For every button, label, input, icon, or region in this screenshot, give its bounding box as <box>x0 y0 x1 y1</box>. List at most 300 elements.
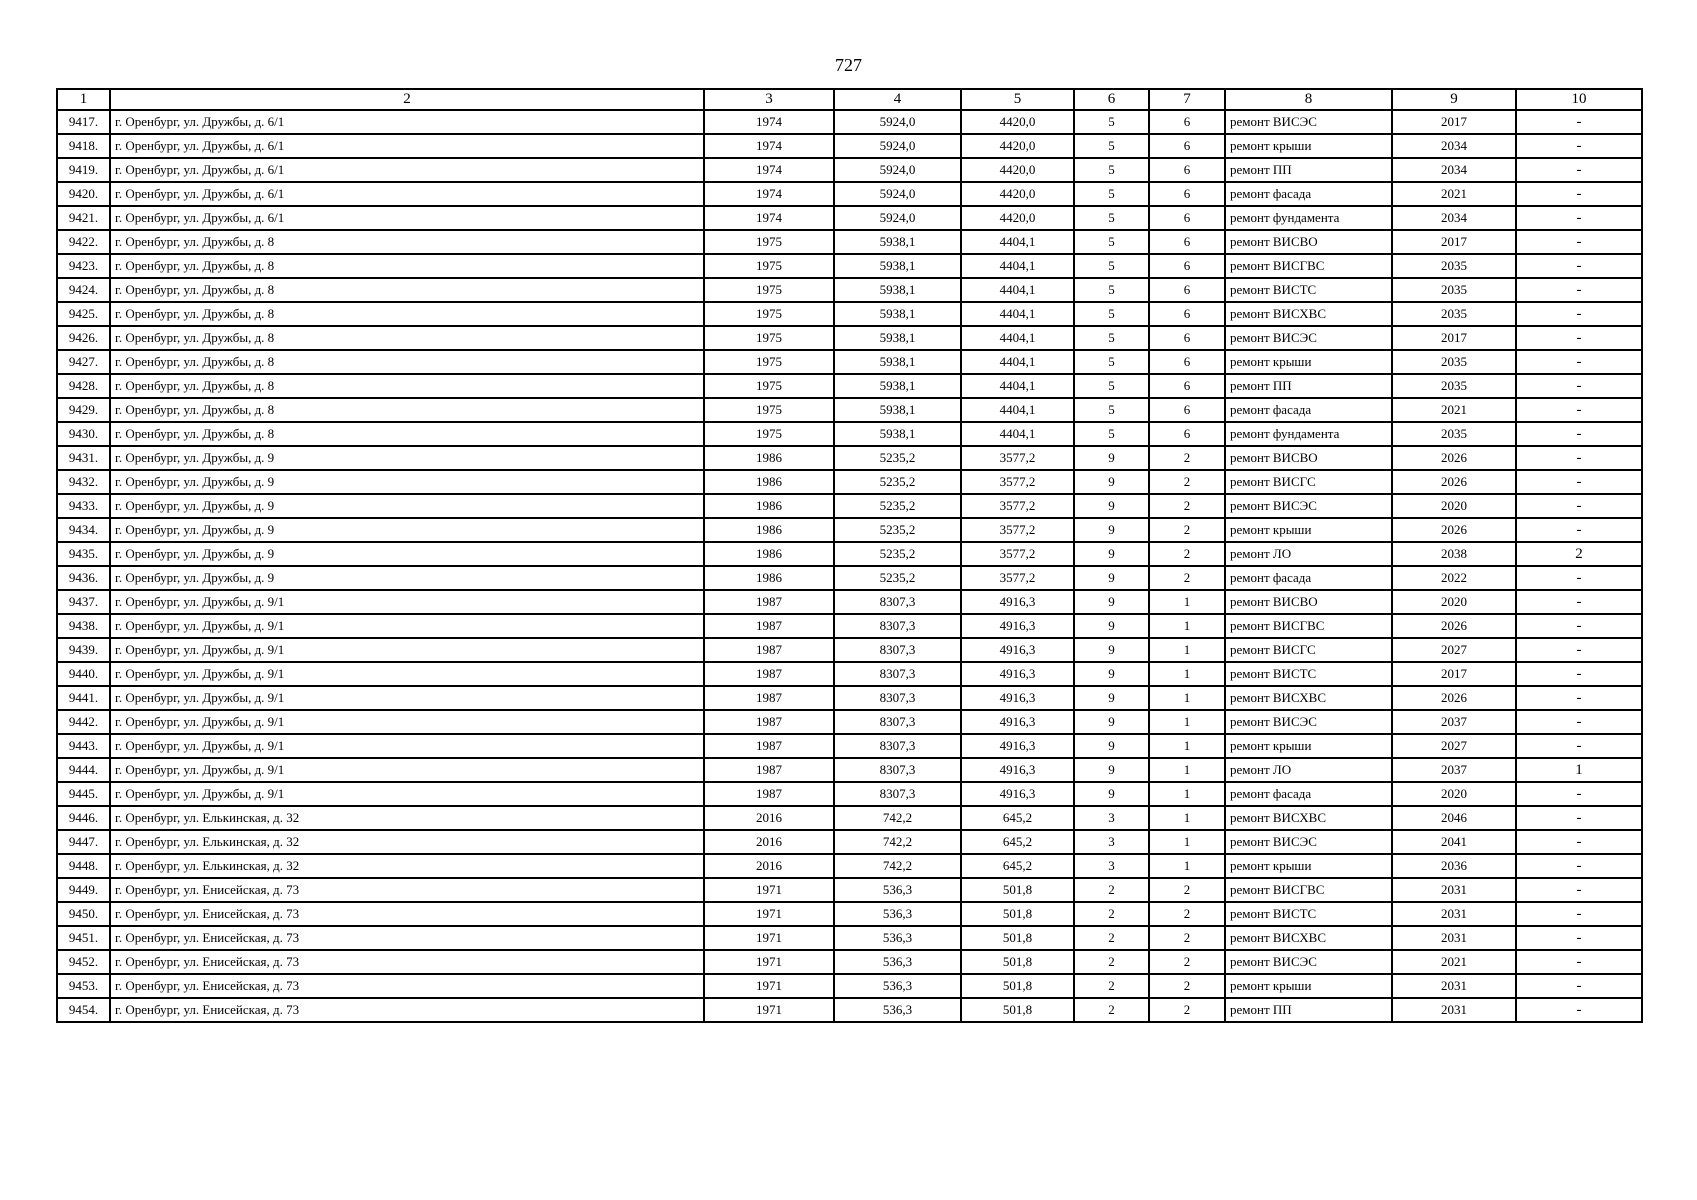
total-area-cell: 8307,3 <box>834 710 961 734</box>
count-cell: - <box>1516 998 1642 1022</box>
count-cell: - <box>1516 110 1642 134</box>
total-area-cell: 5938,1 <box>834 254 961 278</box>
work-type-cell: ремонт крыши <box>1225 854 1392 878</box>
work-type-cell: ремонт крыши <box>1225 974 1392 998</box>
address-cell: г. Оренбург, ул. Енисейская, д. 73 <box>110 998 704 1022</box>
year-cell: 1975 <box>704 278 834 302</box>
work-type-cell: ремонт ВИСВО <box>1225 446 1392 470</box>
table-row <box>57 446 1642 470</box>
work-type-cell: ремонт ВИСХВС <box>1225 302 1392 326</box>
entrances-cell: 2 <box>1149 566 1225 590</box>
total-area-cell: 5938,1 <box>834 398 961 422</box>
table-row <box>57 974 1642 998</box>
table-row <box>57 206 1642 230</box>
living-area-cell: 501,8 <box>961 998 1074 1022</box>
total-area-cell: 5938,1 <box>834 278 961 302</box>
living-area-cell: 4916,3 <box>961 782 1074 806</box>
planned-year-cell: 2026 <box>1392 686 1516 710</box>
year-cell: 1975 <box>704 350 834 374</box>
floors-cell: 5 <box>1074 158 1149 182</box>
total-area-cell: 742,2 <box>834 806 961 830</box>
floors-cell: 9 <box>1074 518 1149 542</box>
work-type-cell: ремонт ВИСХВС <box>1225 686 1392 710</box>
floors-cell: 9 <box>1074 638 1149 662</box>
entrances-cell: 6 <box>1149 326 1225 350</box>
count-cell: - <box>1516 830 1642 854</box>
total-area-cell: 8307,3 <box>834 782 961 806</box>
column-header: 9 <box>1392 89 1516 110</box>
entrances-cell: 2 <box>1149 518 1225 542</box>
planned-year-cell: 2035 <box>1392 278 1516 302</box>
work-type-cell: ремонт крыши <box>1225 350 1392 374</box>
planned-year-cell: 2031 <box>1392 974 1516 998</box>
address-cell: г. Оренбург, ул. Дружбы, д. 9/1 <box>110 614 704 638</box>
floors-cell: 9 <box>1074 662 1149 686</box>
year-cell: 1975 <box>704 302 834 326</box>
row-number-cell: 9420. <box>57 182 110 206</box>
table-row <box>57 326 1642 350</box>
planned-year-cell: 2035 <box>1392 374 1516 398</box>
floors-cell: 3 <box>1074 806 1149 830</box>
planned-year-cell: 2036 <box>1392 854 1516 878</box>
entrances-cell: 6 <box>1149 278 1225 302</box>
count-cell: - <box>1516 734 1642 758</box>
count-cell: - <box>1516 494 1642 518</box>
floors-cell: 5 <box>1074 422 1149 446</box>
living-area-cell: 3577,2 <box>961 494 1074 518</box>
table-row <box>57 302 1642 326</box>
address-cell: г. Оренбург, ул. Енисейская, д. 73 <box>110 974 704 998</box>
address-cell: г. Оренбург, ул. Дружбы, д. 8 <box>110 398 704 422</box>
year-cell: 2016 <box>704 806 834 830</box>
count-cell: - <box>1516 974 1642 998</box>
count-cell: - <box>1516 254 1642 278</box>
floors-cell: 5 <box>1074 278 1149 302</box>
floors-cell: 2 <box>1074 974 1149 998</box>
address-cell: г. Оренбург, ул. Дружбы, д. 9 <box>110 446 704 470</box>
entrances-cell: 1 <box>1149 830 1225 854</box>
living-area-cell: 4404,1 <box>961 326 1074 350</box>
floors-cell: 9 <box>1074 470 1149 494</box>
floors-cell: 9 <box>1074 590 1149 614</box>
living-area-cell: 4404,1 <box>961 278 1074 302</box>
planned-year-cell: 2027 <box>1392 734 1516 758</box>
year-cell: 1974 <box>704 134 834 158</box>
planned-year-cell: 2022 <box>1392 566 1516 590</box>
floors-cell: 5 <box>1074 230 1149 254</box>
planned-year-cell: 2020 <box>1392 590 1516 614</box>
work-type-cell: ремонт ПП <box>1225 158 1392 182</box>
column-header: 6 <box>1074 89 1149 110</box>
table-row <box>57 926 1642 950</box>
floors-cell: 5 <box>1074 374 1149 398</box>
address-cell: г. Оренбург, ул. Дружбы, д. 9 <box>110 542 704 566</box>
count-cell: - <box>1516 302 1642 326</box>
table-row <box>57 998 1642 1022</box>
total-area-cell: 8307,3 <box>834 662 961 686</box>
row-number-cell: 9425. <box>57 302 110 326</box>
column-header: 1 <box>57 89 110 110</box>
work-type-cell: ремонт ВИСГС <box>1225 638 1392 662</box>
entrances-cell: 1 <box>1149 734 1225 758</box>
row-number-cell: 9442. <box>57 710 110 734</box>
address-cell: г. Оренбург, ул. Елькинская, д. 32 <box>110 830 704 854</box>
total-area-cell: 5924,0 <box>834 110 961 134</box>
entrances-cell: 1 <box>1149 662 1225 686</box>
floors-cell: 2 <box>1074 878 1149 902</box>
planned-year-cell: 2037 <box>1392 758 1516 782</box>
planned-year-cell: 2027 <box>1392 638 1516 662</box>
year-cell: 1975 <box>704 254 834 278</box>
entrances-cell: 6 <box>1149 158 1225 182</box>
work-type-cell: ремонт фундамента <box>1225 206 1392 230</box>
table-row <box>57 398 1642 422</box>
entrances-cell: 2 <box>1149 974 1225 998</box>
table-row <box>57 686 1642 710</box>
living-area-cell: 4404,1 <box>961 302 1074 326</box>
entrances-cell: 2 <box>1149 878 1225 902</box>
floors-cell: 2 <box>1074 902 1149 926</box>
year-cell: 1975 <box>704 326 834 350</box>
row-number-cell: 9439. <box>57 638 110 662</box>
count-cell: - <box>1516 662 1642 686</box>
total-area-cell: 5235,2 <box>834 566 961 590</box>
address-cell: г. Оренбург, ул. Дружбы, д. 6/1 <box>110 110 704 134</box>
address-cell: г. Оренбург, ул. Дружбы, д. 9/1 <box>110 662 704 686</box>
total-area-cell: 5235,2 <box>834 494 961 518</box>
year-cell: 1974 <box>704 206 834 230</box>
total-area-cell: 5235,2 <box>834 446 961 470</box>
table-row <box>57 758 1642 782</box>
table-row <box>57 542 1642 566</box>
year-cell: 1974 <box>704 182 834 206</box>
table-row <box>57 230 1642 254</box>
entrances-cell: 1 <box>1149 854 1225 878</box>
data-table <box>56 88 1643 1023</box>
year-cell: 1986 <box>704 566 834 590</box>
planned-year-cell: 2020 <box>1392 494 1516 518</box>
living-area-cell: 501,8 <box>961 878 1074 902</box>
living-area-cell: 3577,2 <box>961 446 1074 470</box>
address-cell: г. Оренбург, ул. Дружбы, д. 6/1 <box>110 206 704 230</box>
total-area-cell: 5938,1 <box>834 326 961 350</box>
living-area-cell: 4916,3 <box>961 734 1074 758</box>
work-type-cell: ремонт ВИСВО <box>1225 590 1392 614</box>
address-cell: г. Оренбург, ул. Енисейская, д. 73 <box>110 902 704 926</box>
count-cell: - <box>1516 326 1642 350</box>
count-cell: - <box>1516 686 1642 710</box>
planned-year-cell: 2017 <box>1392 230 1516 254</box>
floors-cell: 9 <box>1074 710 1149 734</box>
count-cell: - <box>1516 806 1642 830</box>
total-area-cell: 742,2 <box>834 830 961 854</box>
year-cell: 1971 <box>704 974 834 998</box>
planned-year-cell: 2035 <box>1392 254 1516 278</box>
work-type-cell: ремонт фундамента <box>1225 422 1392 446</box>
work-type-cell: ремонт крыши <box>1225 518 1392 542</box>
entrances-cell: 1 <box>1149 782 1225 806</box>
entrances-cell: 6 <box>1149 422 1225 446</box>
row-number-cell: 9451. <box>57 926 110 950</box>
address-cell: г. Оренбург, ул. Дружбы, д. 9/1 <box>110 710 704 734</box>
entrances-cell: 1 <box>1149 638 1225 662</box>
total-area-cell: 536,3 <box>834 950 961 974</box>
total-area-cell: 5924,0 <box>834 134 961 158</box>
planned-year-cell: 2037 <box>1392 710 1516 734</box>
living-area-cell: 3577,2 <box>961 542 1074 566</box>
floors-cell: 9 <box>1074 758 1149 782</box>
year-cell: 1986 <box>704 470 834 494</box>
count-cell: - <box>1516 518 1642 542</box>
row-number-cell: 9454. <box>57 998 110 1022</box>
living-area-cell: 4916,3 <box>961 758 1074 782</box>
address-cell: г. Оренбург, ул. Дружбы, д. 9 <box>110 494 704 518</box>
count-cell: - <box>1516 278 1642 302</box>
entrances-cell: 2 <box>1149 470 1225 494</box>
living-area-cell: 4420,0 <box>961 206 1074 230</box>
row-number-cell: 9426. <box>57 326 110 350</box>
row-number-cell: 9453. <box>57 974 110 998</box>
floors-cell: 5 <box>1074 182 1149 206</box>
address-cell: г. Оренбург, ул. Дружбы, д. 8 <box>110 422 704 446</box>
living-area-cell: 3577,2 <box>961 518 1074 542</box>
planned-year-cell: 2017 <box>1392 110 1516 134</box>
row-number-cell: 9433. <box>57 494 110 518</box>
row-number-cell: 9421. <box>57 206 110 230</box>
address-cell: г. Оренбург, ул. Дружбы, д. 6/1 <box>110 158 704 182</box>
table-row <box>57 422 1642 446</box>
work-type-cell: ремонт ВИСЭС <box>1225 710 1392 734</box>
planned-year-cell: 2035 <box>1392 350 1516 374</box>
work-type-cell: ремонт крыши <box>1225 134 1392 158</box>
living-area-cell: 501,8 <box>961 926 1074 950</box>
floors-cell: 3 <box>1074 854 1149 878</box>
living-area-cell: 4916,3 <box>961 710 1074 734</box>
planned-year-cell: 2026 <box>1392 518 1516 542</box>
count-cell: - <box>1516 398 1642 422</box>
total-area-cell: 536,3 <box>834 974 961 998</box>
row-number-cell: 9417. <box>57 110 110 134</box>
floors-cell: 5 <box>1074 302 1149 326</box>
work-type-cell: ремонт ВИСГВС <box>1225 878 1392 902</box>
row-number-cell: 9449. <box>57 878 110 902</box>
row-number-cell: 9427. <box>57 350 110 374</box>
row-number-cell: 9432. <box>57 470 110 494</box>
year-cell: 1986 <box>704 542 834 566</box>
work-type-cell: ремонт ВИСЭС <box>1225 830 1392 854</box>
table-row <box>57 710 1642 734</box>
year-cell: 1987 <box>704 638 834 662</box>
living-area-cell: 4404,1 <box>961 254 1074 278</box>
entrances-cell: 6 <box>1149 374 1225 398</box>
floors-cell: 9 <box>1074 566 1149 590</box>
entrances-cell: 2 <box>1149 902 1225 926</box>
work-type-cell: ремонт ВИСЭС <box>1225 326 1392 350</box>
count-cell: - <box>1516 230 1642 254</box>
total-area-cell: 8307,3 <box>834 590 961 614</box>
table-row <box>57 518 1642 542</box>
year-cell: 1975 <box>704 422 834 446</box>
planned-year-cell: 2038 <box>1392 542 1516 566</box>
work-type-cell: ремонт фасада <box>1225 182 1392 206</box>
count-cell: - <box>1516 182 1642 206</box>
planned-year-cell: 2021 <box>1392 182 1516 206</box>
floors-cell: 3 <box>1074 830 1149 854</box>
count-cell: - <box>1516 134 1642 158</box>
count-cell: - <box>1516 158 1642 182</box>
total-area-cell: 5938,1 <box>834 302 961 326</box>
year-cell: 1971 <box>704 950 834 974</box>
entrances-cell: 1 <box>1149 710 1225 734</box>
entrances-cell: 1 <box>1149 590 1225 614</box>
floors-cell: 2 <box>1074 926 1149 950</box>
row-number-cell: 9446. <box>57 806 110 830</box>
address-cell: г. Оренбург, ул. Елькинская, д. 32 <box>110 854 704 878</box>
year-cell: 1975 <box>704 230 834 254</box>
work-type-cell: ремонт ВИСТС <box>1225 662 1392 686</box>
living-area-cell: 4916,3 <box>961 662 1074 686</box>
row-number-cell: 9428. <box>57 374 110 398</box>
floors-cell: 2 <box>1074 950 1149 974</box>
row-number-cell: 9419. <box>57 158 110 182</box>
year-cell: 1971 <box>704 878 834 902</box>
living-area-cell: 4916,3 <box>961 590 1074 614</box>
row-number-cell: 9422. <box>57 230 110 254</box>
floors-cell: 5 <box>1074 350 1149 374</box>
address-cell: г. Оренбург, ул. Дружбы, д. 9/1 <box>110 638 704 662</box>
address-cell: г. Оренбург, ул. Дружбы, д. 8 <box>110 302 704 326</box>
living-area-cell: 4404,1 <box>961 422 1074 446</box>
address-cell: г. Оренбург, ул. Дружбы, д. 9 <box>110 470 704 494</box>
year-cell: 1987 <box>704 710 834 734</box>
row-number-cell: 9429. <box>57 398 110 422</box>
work-type-cell: ремонт ВИСГВС <box>1225 254 1392 278</box>
year-cell: 1971 <box>704 926 834 950</box>
year-cell: 1986 <box>704 446 834 470</box>
count-cell: 1 <box>1516 758 1642 782</box>
planned-year-cell: 2017 <box>1392 326 1516 350</box>
work-type-cell: ремонт фасада <box>1225 566 1392 590</box>
row-number-cell: 9438. <box>57 614 110 638</box>
column-header: 7 <box>1149 89 1225 110</box>
entrances-cell: 1 <box>1149 806 1225 830</box>
count-cell: - <box>1516 422 1642 446</box>
work-type-cell: ремонт ВИСТС <box>1225 902 1392 926</box>
floors-cell: 5 <box>1074 134 1149 158</box>
planned-year-cell: 2034 <box>1392 206 1516 230</box>
address-cell: г. Оренбург, ул. Дружбы, д. 9/1 <box>110 590 704 614</box>
total-area-cell: 5938,1 <box>834 230 961 254</box>
count-cell: - <box>1516 206 1642 230</box>
address-cell: г. Оренбург, ул. Елькинская, д. 32 <box>110 806 704 830</box>
living-area-cell: 501,8 <box>961 950 1074 974</box>
count-cell: - <box>1516 374 1642 398</box>
entrances-cell: 6 <box>1149 230 1225 254</box>
living-area-cell: 4420,0 <box>961 110 1074 134</box>
work-type-cell: ремонт ЛО <box>1225 758 1392 782</box>
total-area-cell: 536,3 <box>834 878 961 902</box>
entrances-cell: 6 <box>1149 302 1225 326</box>
living-area-cell: 645,2 <box>961 830 1074 854</box>
planned-year-cell: 2031 <box>1392 878 1516 902</box>
planned-year-cell: 2017 <box>1392 662 1516 686</box>
address-cell: г. Оренбург, ул. Енисейская, д. 73 <box>110 926 704 950</box>
row-number-cell: 9440. <box>57 662 110 686</box>
floors-cell: 5 <box>1074 206 1149 230</box>
column-header: 2 <box>110 89 704 110</box>
address-cell: г. Оренбург, ул. Енисейская, д. 73 <box>110 878 704 902</box>
year-cell: 1974 <box>704 110 834 134</box>
count-cell: - <box>1516 566 1642 590</box>
work-type-cell: ремонт ВИСВО <box>1225 230 1392 254</box>
floors-cell: 2 <box>1074 998 1149 1022</box>
row-number-cell: 9436. <box>57 566 110 590</box>
entrances-cell: 6 <box>1149 206 1225 230</box>
living-area-cell: 3577,2 <box>961 470 1074 494</box>
entrances-cell: 2 <box>1149 926 1225 950</box>
living-area-cell: 501,8 <box>961 902 1074 926</box>
column-header: 4 <box>834 89 961 110</box>
total-area-cell: 5938,1 <box>834 422 961 446</box>
table-row <box>57 278 1642 302</box>
living-area-cell: 4916,3 <box>961 686 1074 710</box>
year-cell: 1975 <box>704 398 834 422</box>
address-cell: г. Оренбург, ул. Енисейская, д. 73 <box>110 950 704 974</box>
row-number-cell: 9450. <box>57 902 110 926</box>
total-area-cell: 5938,1 <box>834 350 961 374</box>
address-cell: г. Оренбург, ул. Дружбы, д. 9/1 <box>110 686 704 710</box>
table-row <box>57 902 1642 926</box>
year-cell: 1987 <box>704 686 834 710</box>
work-type-cell: ремонт крыши <box>1225 734 1392 758</box>
count-cell: - <box>1516 854 1642 878</box>
row-number-cell: 9448. <box>57 854 110 878</box>
floors-cell: 9 <box>1074 734 1149 758</box>
table-row <box>57 158 1642 182</box>
year-cell: 1987 <box>704 758 834 782</box>
work-type-cell: ремонт ВИСТС <box>1225 278 1392 302</box>
work-type-cell: ремонт ВИСГС <box>1225 470 1392 494</box>
total-area-cell: 8307,3 <box>834 758 961 782</box>
count-cell: 2 <box>1516 542 1642 566</box>
work-type-cell: ремонт ВИСЭС <box>1225 950 1392 974</box>
address-cell: г. Оренбург, ул. Дружбы, д. 9/1 <box>110 758 704 782</box>
total-area-cell: 8307,3 <box>834 686 961 710</box>
entrances-cell: 2 <box>1149 494 1225 518</box>
entrances-cell: 2 <box>1149 950 1225 974</box>
count-cell: - <box>1516 470 1642 494</box>
year-cell: 1987 <box>704 782 834 806</box>
floors-cell: 9 <box>1074 614 1149 638</box>
address-cell: г. Оренбург, ул. Дружбы, д. 9 <box>110 518 704 542</box>
planned-year-cell: 2034 <box>1392 158 1516 182</box>
total-area-cell: 5235,2 <box>834 542 961 566</box>
floors-cell: 9 <box>1074 686 1149 710</box>
living-area-cell: 4420,0 <box>961 134 1074 158</box>
total-area-cell: 5235,2 <box>834 470 961 494</box>
planned-year-cell: 2026 <box>1392 614 1516 638</box>
table-row <box>57 566 1642 590</box>
count-cell: - <box>1516 710 1642 734</box>
table-row <box>57 638 1642 662</box>
year-cell: 1987 <box>704 590 834 614</box>
living-area-cell: 645,2 <box>961 854 1074 878</box>
living-area-cell: 4404,1 <box>961 350 1074 374</box>
living-area-cell: 4916,3 <box>961 614 1074 638</box>
address-cell: г. Оренбург, ул. Дружбы, д. 8 <box>110 278 704 302</box>
total-area-cell: 8307,3 <box>834 734 961 758</box>
total-area-cell: 8307,3 <box>834 638 961 662</box>
